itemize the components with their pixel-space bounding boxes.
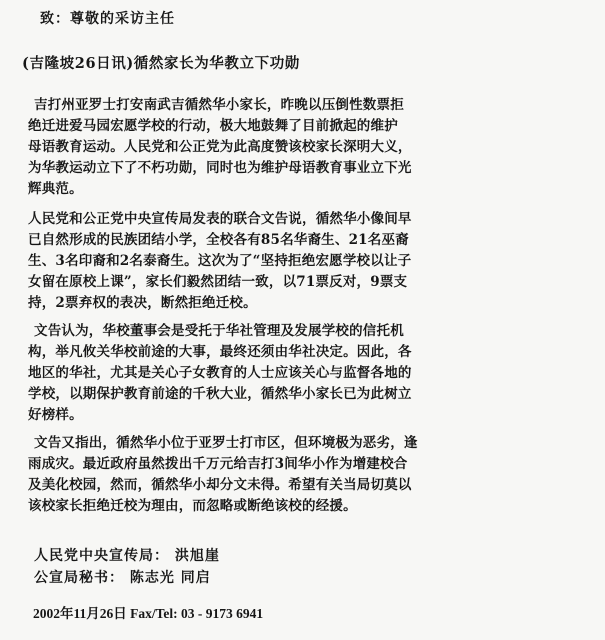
paragraph-line: 文告又指出，循然华小位于亚罗士打市区，但环境极为恶劣，逢 — [34, 435, 418, 451]
paragraph-line: 地区的华社，尤其是关心子女教育的人士应该关心与监督各地的 — [28, 365, 412, 381]
paragraph-line: 已自然形成的民族团结小学，全校各有85名华裔生、21名巫裔 — [28, 232, 409, 248]
paragraph-line: 及美化校园，然而，循然华小却分文未得。希望有关当局切莫以 — [28, 477, 412, 493]
paragraph-line: 生、3名印裔和2名泰裔生。这次为了“坚持拒绝宏愿学校以让子 — [28, 253, 412, 269]
paragraph-line: 学校，以期保护教育前途的千秋大业，循然华小家长已为此树立 — [28, 386, 412, 402]
signature-line-1: 人民党中央宣传局： 洪旭崖 — [34, 548, 220, 564]
paragraph-line: 持，2票弃权的表决，断然拒绝迁校。 — [28, 295, 257, 311]
paragraph-line: 为华教运动立下了不朽功勋，同时也为维护母语教育事业立下光 — [28, 160, 412, 176]
paragraph-line: 该校家长拒绝迁校为理由，而忽略或断绝该校的经援。 — [28, 498, 357, 514]
paragraph-line: 雨成灾。最近政府虽然拨出千万元给吉打3间华小作为增建校合 — [28, 456, 408, 472]
headline: (吉隆坡26日讯)循然家长为华教立下功勋 — [22, 55, 300, 72]
paragraph-line: 文告认为，华校董事会是受托于华社管理及发展学校的信托机 — [34, 323, 404, 339]
paragraph-line: 吉打州亚罗士打安南武吉循然华小家长，昨晚以压倒性数票拒 — [34, 97, 404, 113]
salutation: 致：尊敬的采访主任 — [40, 11, 175, 27]
signature-line-2: 公宣局秘书： 陈志光 同启 — [34, 570, 211, 586]
paragraph-line: 好榜样。 — [28, 407, 83, 423]
paragraph-line: 人民党和公正党中央宣传局发表的联合文告说，循然华小像间早 — [28, 211, 412, 227]
paragraph-line: 辉典范。 — [28, 181, 83, 197]
paragraph-line: 女留在原校上课”，家长们毅然团结一致，以71票反对，9票支 — [28, 274, 408, 290]
paragraph-line: 绝迁进爱马园宏愿学校的行动，极大地鼓舞了目前掀起的维护 — [28, 118, 398, 134]
date-contact-footer: 2002年11月26日 Fax/Tel: 03 - 9173 6941 — [33, 606, 264, 621]
paragraph-line: 母语教育运动。人民党和公正党为此高度赞该校家长深明大义， — [28, 139, 412, 155]
paragraph-line: 构，举凡攸关华校前途的大事，最终还须由华社决定。因此，各 — [28, 344, 412, 360]
